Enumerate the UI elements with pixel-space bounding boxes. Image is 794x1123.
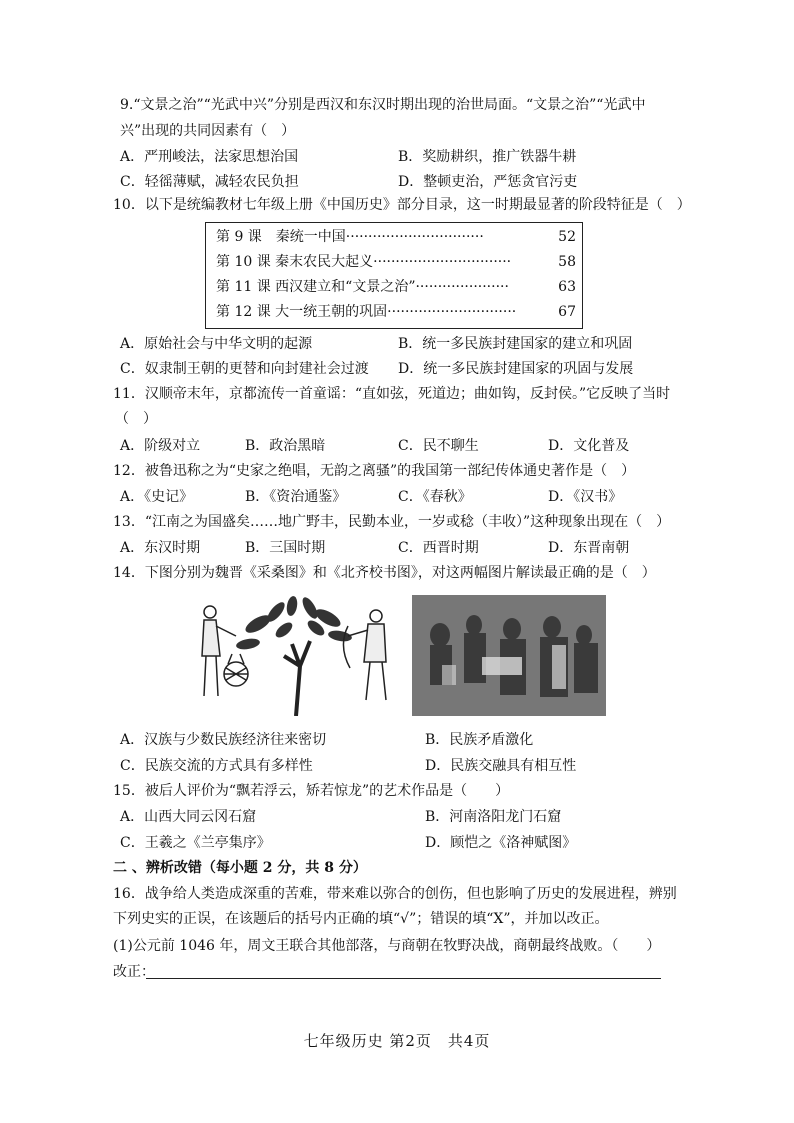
q10-option-d: D．统一多民族封建国家的巩固与发展 — [398, 361, 634, 377]
q9-option-a: A．严刑峻法，法家思想治国 — [120, 149, 299, 165]
toc-row — [216, 252, 511, 272]
q15-option-d: D．顾恺之《洛神赋图》 — [425, 835, 577, 851]
q9-option-c: C．轻徭薄赋，减轻农民负担 — [120, 174, 299, 190]
q11-option-b: B．政治黑暗 — [245, 438, 326, 454]
q13-option-c: C．西晋时期 — [398, 540, 479, 556]
q14-option-a: A．汉族与少数民族经济往来密切 — [120, 732, 327, 748]
q11-option-a: A．阶级对立 — [120, 438, 201, 454]
q14-stem: 14．下图分别为魏晋《采桑图》和《北齐校书图》，对这两幅图片解读最正确的是（ ） — [113, 565, 656, 581]
q15-option-a: A．山西大同云冈石窟 — [120, 809, 257, 825]
collating-texts-painting — [412, 595, 606, 716]
q15-option-c: C．王羲之《兰亭集序》 — [120, 835, 271, 851]
toc-row-label: 第 10 课 秦末农民大起义······························· — [216, 254, 512, 270]
correction-answer-line[interactable] — [146, 978, 661, 979]
q16-item-1: (1)公元前 1046 年，周文王联合其他部落，与商朝在牧野决战，商朝最终战败。（ ） — [113, 938, 661, 954]
toc-row-label: 第 11 课 西汉建立和“文景之治”····················· — [216, 279, 509, 295]
q14-option-b: B．民族矛盾激化 — [425, 732, 534, 748]
q11-option-c: C．民不聊生 — [398, 438, 479, 454]
section-heading: 二 、辨析改错（每小题 2 分，共 8 分） — [113, 860, 367, 876]
q12-option-d: D．《汉书》 — [548, 489, 623, 505]
q13-option-a: A．东汉时期 — [120, 540, 201, 556]
q11-stem-line2: （ ） — [115, 411, 157, 427]
toc-row-page: 63 — [558, 279, 576, 295]
toc-row — [216, 227, 572, 247]
q9-stem-line2: 兴”出现的共同因素有（ ） — [120, 123, 296, 139]
q10-option-a: A．原始社会与中华文明的起源 — [120, 336, 313, 352]
q9-stem-line1: 9.“文景之治”“光武中兴”分别是西汉和东汉时期出现的治世局面。“文景之治”“光武中 — [120, 97, 646, 113]
correction-label: 改正： — [113, 964, 155, 980]
toc-row — [216, 277, 509, 297]
toc-row-page: 52 — [558, 229, 576, 245]
q12-option-b: B．《资治通鉴》 — [245, 489, 347, 505]
page-footer: 七年级历史 第2页 共4页 — [303, 1032, 491, 1050]
q15-option-b: B．河南洛阳龙门石窟 — [425, 809, 562, 825]
toc-row-page: 67 — [558, 304, 576, 320]
q16-stem-line1: 16．战争给人类造成深重的苦难，带来难以弥合的创伤，但也影响了历史的发展进程，辨别 — [113, 886, 677, 902]
toc-row-label: 第 9 课 秦统一中国······························· — [216, 229, 484, 245]
q10-option-c: C．奴隶制王朝的更替和向封建社会过渡 — [120, 361, 369, 377]
toc-row — [216, 302, 516, 322]
toc-row-label: 第 12 课 大一统王朝的巩固····························· — [216, 304, 517, 320]
q13-option-d: D．东晋南朝 — [548, 540, 630, 556]
q10-table-of-contents — [205, 222, 583, 329]
q12-option-a: A．《史记》 — [120, 489, 194, 505]
q13-stem: 13．“江南之为国盛矣……地广野丰，民勤本业，一岁或稔（丰收）”这种现象出现在（ ） — [113, 514, 671, 530]
q9-option-d: D．整顿吏治，严惩贪官污吏 — [398, 174, 578, 190]
q12-option-c: C．《春秋》 — [398, 489, 472, 505]
mulberry-picking-picture — [188, 596, 400, 716]
q11-option-d: D．文化普及 — [548, 438, 630, 454]
q10-option-b: B．统一多民族封建国家的建立和巩固 — [398, 336, 633, 352]
q12-stem: 12．被鲁迅称之为“史家之绝唱，无韵之离骚”的我国第一部纪传体通史著作是（ ） — [113, 463, 636, 479]
toc-row-page: 58 — [558, 254, 576, 270]
q9-option-b: B．奖励耕织，推广铁器牛耕 — [398, 149, 577, 165]
q16-stem-line2: 下列史实的正误，在该题后的括号内正确的填“√”；错误的填“X”，并加以改正。 — [113, 911, 609, 927]
q14-option-c: C．民族交流的方式具有多样性 — [120, 758, 313, 774]
q14-option-d: D．民族交融具有相互性 — [425, 758, 577, 774]
q11-stem-line1: 11．汉顺帝末年，京都流传一首童谣：“直如弦，死道边；曲如钩，反封侯。”它反映了当时 — [113, 386, 671, 402]
q13-option-b: B．三国时期 — [245, 540, 326, 556]
q10-stem: 10．以下是统编教材七年级上册《中国历史》部分目录，这一时期最显著的阶段特征是（ ） — [113, 197, 691, 213]
q15-stem: 15．被后人评价为“飘若浮云，矫若惊龙”的艺术作品是（ ） — [113, 783, 510, 799]
